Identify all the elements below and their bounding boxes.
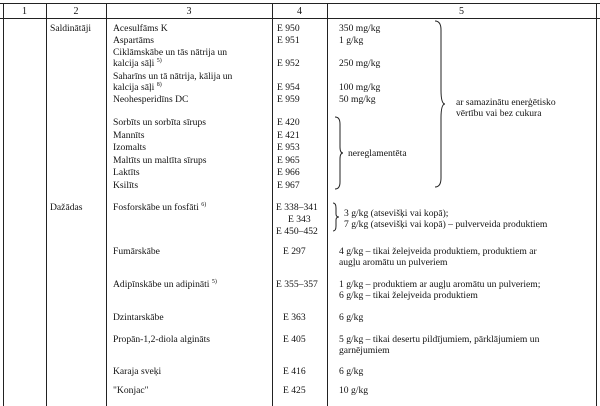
max-level: 250 mg/kg bbox=[339, 58, 381, 69]
substance-name: Ksilīts bbox=[113, 180, 139, 191]
max-level: 6 g/kg bbox=[339, 312, 364, 323]
col-border-5 bbox=[596, 3, 597, 406]
substance-name: Karaja sveķi bbox=[113, 366, 162, 377]
e-number: E 450–452 bbox=[276, 226, 318, 237]
group-brace bbox=[334, 116, 344, 190]
group-amount: nereglamentēta bbox=[348, 148, 407, 159]
e-number: E 420 bbox=[277, 117, 300, 128]
max-level: augļu aromātu un pulveriem bbox=[339, 257, 448, 268]
max-level: 6 g/kg – tikai želejveida produktiem bbox=[339, 290, 478, 301]
e-number: E 338–341 bbox=[276, 202, 318, 213]
col-border-3 bbox=[272, 3, 273, 406]
substance-name: Ciklāmskābe un tās nātrija un bbox=[113, 47, 228, 58]
max-level: 50 mg/kg bbox=[339, 94, 376, 105]
group-brace-large bbox=[434, 20, 446, 188]
e-number: E 425 bbox=[283, 385, 306, 396]
substance-name: "Konjac" bbox=[113, 385, 149, 396]
e-number: E 416 bbox=[283, 366, 306, 377]
header-col-3: 3 bbox=[186, 6, 192, 17]
max-level: 7 g/kg (atsevišķi vai kopā) – pulverveida produktiem bbox=[344, 219, 548, 230]
header-col-5: 5 bbox=[459, 6, 464, 17]
max-level: 4 g/kg – tikai želejveida produktiem, produktiem ar bbox=[339, 246, 537, 257]
max-level: 100 mg/kg bbox=[339, 82, 381, 93]
substance-name: Propān-1,2-diola algināts bbox=[113, 334, 210, 345]
header-bottom-border bbox=[0, 18, 600, 19]
e-number: E 421 bbox=[277, 130, 300, 141]
footnote-ref: 6) bbox=[201, 201, 207, 208]
e-number: E 950 bbox=[277, 23, 300, 34]
e-number: E 952 bbox=[277, 58, 300, 69]
col-border-0 bbox=[3, 3, 4, 406]
max-level: 5 g/kg – tikai desertu pildījumiem, pārklājumiem un bbox=[339, 334, 540, 345]
e-number: E 355–357 bbox=[276, 279, 318, 290]
substance-name: Saharīns un tā nātrija, kālija un bbox=[113, 71, 233, 82]
substance-name: Izomalts bbox=[113, 142, 147, 153]
e-number: E 967 bbox=[277, 180, 300, 191]
header-col-4: 4 bbox=[297, 6, 302, 17]
header-col-2: 2 bbox=[73, 6, 79, 17]
max-level: garnējumiem bbox=[339, 345, 390, 356]
e-number: E 363 bbox=[283, 312, 306, 323]
footnote-ref: 8) bbox=[156, 81, 162, 88]
category-label: Dažādas bbox=[50, 202, 83, 213]
substance-name: Dzintarskābe bbox=[113, 312, 164, 323]
max-level: 350 mg/kg bbox=[339, 23, 381, 34]
e-number: E 951 bbox=[277, 35, 300, 46]
col-border-2 bbox=[106, 3, 107, 406]
group-condition: ar samazinātu enerģētisko bbox=[456, 97, 556, 108]
substance-name: Acesulfāms K bbox=[113, 23, 168, 34]
substance-name-cont: kalcija sāļi $^{8)}$ bbox=[113, 81, 162, 93]
substance-name: Sorbīts un sorbīta sīrups bbox=[113, 117, 207, 128]
e-number: E 965 bbox=[277, 155, 300, 166]
e-number: E 966 bbox=[277, 167, 300, 178]
substance-name: Neohesperidīns DC bbox=[113, 94, 189, 105]
max-level: 6 g/kg bbox=[339, 366, 364, 377]
code-brace bbox=[332, 202, 340, 232]
substance-name: Fumārskābe bbox=[113, 246, 160, 257]
col-border-4 bbox=[327, 3, 328, 406]
col-border-1 bbox=[46, 3, 47, 406]
group-condition-cont: vērtību vai bez cukura bbox=[456, 108, 542, 119]
category-label: Saldinātāji bbox=[50, 23, 92, 34]
table-top-border bbox=[0, 3, 600, 4]
max-level: 10 g/kg bbox=[339, 385, 369, 396]
header-col-1: 1 bbox=[22, 6, 27, 17]
footnote-ref: 5) bbox=[156, 57, 162, 64]
e-number: E 959 bbox=[277, 94, 300, 105]
e-number: E 954 bbox=[277, 82, 300, 93]
e-number: E 343 bbox=[288, 214, 311, 225]
e-number: E 405 bbox=[283, 334, 306, 345]
max-level: 1 g/kg – produktiem ar augļu aromātu un pulveriem; bbox=[339, 279, 541, 290]
substance-name: Maltīts un maltīta sīrups bbox=[113, 155, 207, 166]
e-number: E 297 bbox=[283, 246, 306, 257]
footnote-ref: 5) bbox=[211, 278, 217, 285]
e-number: E 953 bbox=[277, 142, 300, 153]
substance-name: Mannīts bbox=[113, 130, 145, 141]
substance-name-cont: kalcija sāļi $^{5)}$ bbox=[113, 57, 162, 69]
substance-name: Aspartāms bbox=[113, 35, 155, 46]
max-level: 3 g/kg (atsevišķi vai kopā); bbox=[344, 208, 449, 219]
max-level: 1 g/kg bbox=[339, 35, 364, 46]
substance-name: Laktīts bbox=[113, 167, 140, 178]
substance-name: Fosforskābe un fosfāti $^{6)}$ bbox=[113, 201, 207, 213]
substance-name: Adipīnskābe un adipināti $^{5)}$ bbox=[113, 278, 217, 290]
